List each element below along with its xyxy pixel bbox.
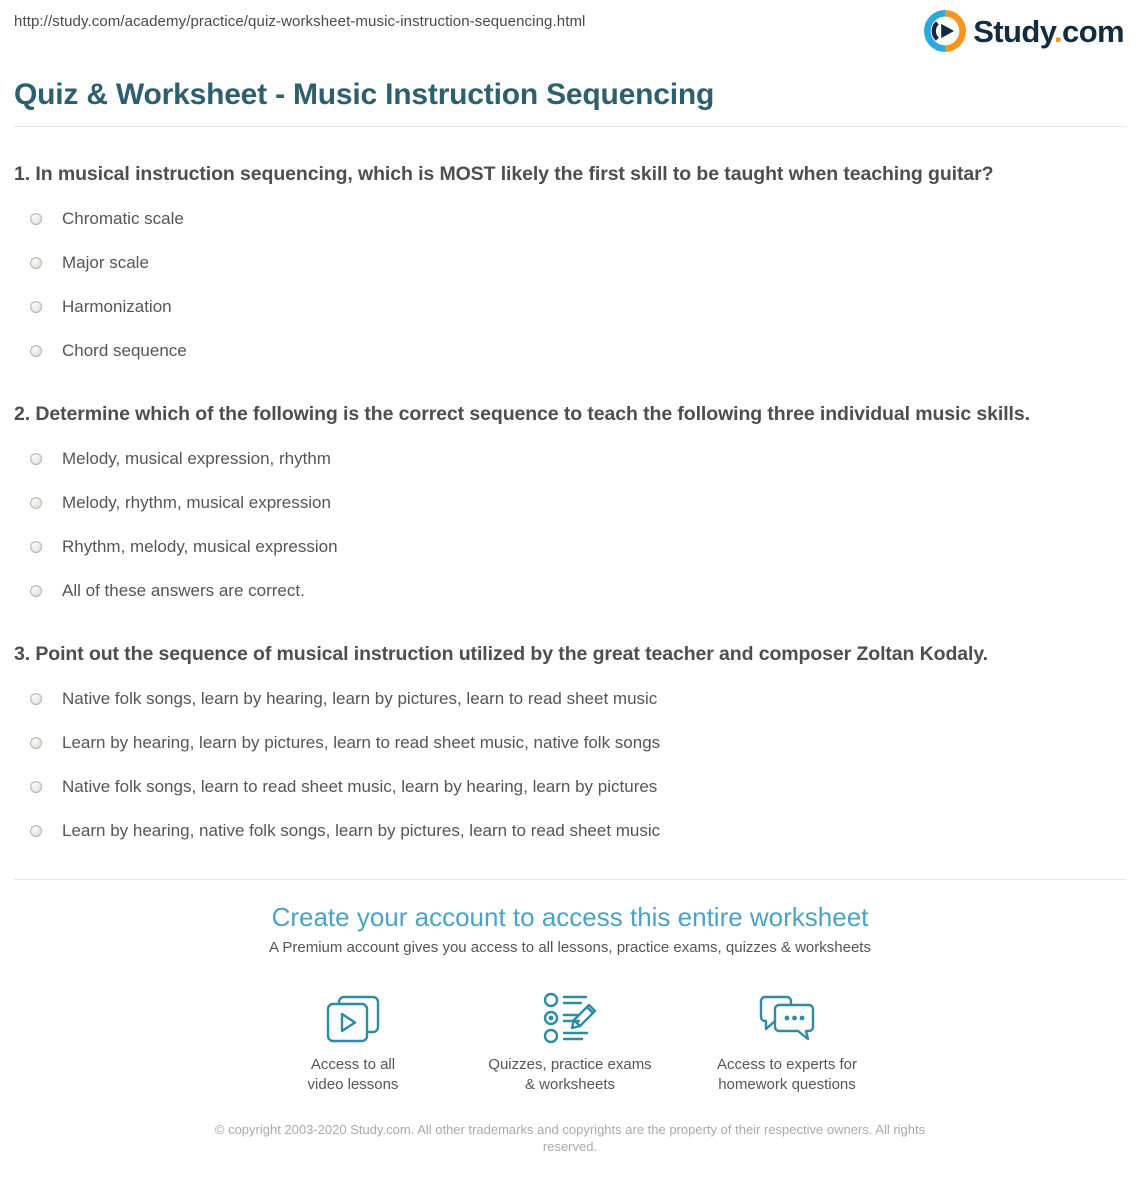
radio-button[interactable] xyxy=(30,257,42,269)
quizzes-worksheets-icon xyxy=(541,993,599,1045)
question-3-option-1[interactable] xyxy=(14,689,1126,709)
expert-chat-icon xyxy=(757,993,817,1045)
feature-quizzes-worksheets xyxy=(462,993,679,1095)
option-label: Harmonization xyxy=(62,297,172,316)
feature-video-lessons xyxy=(245,993,462,1095)
feature-label: Quizzes, practice exams & worksheets xyxy=(488,1056,652,1093)
feature-label: Access to experts for homework questions xyxy=(716,1056,858,1093)
question-2 xyxy=(14,403,1126,601)
feature-label: Access to all video lessons xyxy=(307,1056,399,1093)
copyright-notice: © copyright 2003-2020 Study.com. All other trademarks and copyrights are the property of their respective owners. All rights reserved. xyxy=(214,1122,926,1154)
radio-button[interactable] xyxy=(30,497,42,509)
question-3 xyxy=(14,643,1126,841)
question-1-option-4[interactable] xyxy=(14,341,1126,361)
study-logo-text: Study.com xyxy=(973,13,1124,49)
option-label: Melody, rhythm, musical expression xyxy=(62,493,331,512)
header xyxy=(14,0,1126,52)
title-divider xyxy=(14,126,1126,127)
question-3-title: 3. Point out the sequence of musical instruction utilized by the great teacher and composer Zoltan Kodaly. xyxy=(14,643,988,665)
radio-button[interactable] xyxy=(30,737,42,749)
study-logo[interactable] xyxy=(924,10,1124,52)
logo-dot: . xyxy=(1054,13,1063,49)
question-1-option-1[interactable] xyxy=(14,209,1126,229)
question-2-option-2[interactable] xyxy=(14,493,1126,513)
page-title: Quiz & Worksheet - Music Instruction Sequencing xyxy=(14,78,715,111)
option-label: All of these answers are correct. xyxy=(62,581,305,600)
feature-expert-chat xyxy=(679,993,896,1095)
option-label: Native folk songs, learn by hearing, learn by pictures, learn to read sheet music xyxy=(62,689,658,708)
radio-button[interactable] xyxy=(30,825,42,837)
question-2-option-3[interactable] xyxy=(14,537,1126,557)
question-2-title: 2. Determine which of the following is the correct sequence to teach the following three individual music skills. xyxy=(14,403,1030,425)
page-url: http://study.com/academy/practice/quiz-worksheet-music-instruction-sequencing.html xyxy=(14,13,586,30)
question-1-option-3[interactable] xyxy=(14,297,1126,317)
radio-button[interactable] xyxy=(30,345,42,357)
option-label: Learn by hearing, native folk songs, learn by pictures, learn to read sheet music xyxy=(62,821,661,840)
cta-divider xyxy=(14,879,1126,880)
question-2-option-1[interactable] xyxy=(14,449,1126,469)
question-1-title: 1. In musical instruction sequencing, which is MOST likely the first skill to be taught when teaching guitar? xyxy=(14,163,994,185)
radio-button[interactable] xyxy=(30,541,42,553)
radio-button[interactable] xyxy=(30,693,42,705)
radio-button[interactable] xyxy=(30,781,42,793)
study-logo-icon xyxy=(924,10,966,52)
video-lessons-icon xyxy=(324,993,382,1045)
radio-button[interactable] xyxy=(30,301,42,313)
question-1 xyxy=(14,163,1126,361)
radio-button[interactable] xyxy=(30,585,42,597)
option-label: Chord sequence xyxy=(62,341,187,360)
question-3-option-3[interactable] xyxy=(14,777,1126,797)
radio-button[interactable] xyxy=(30,453,42,465)
cta-subtitle: A Premium account gives you access to all lessons, practice exams, quizzes & worksheets xyxy=(269,939,871,956)
question-1-option-2[interactable] xyxy=(14,253,1126,273)
option-label: Native folk songs, learn to read sheet music, learn by hearing, learn by pictures xyxy=(62,777,658,796)
option-label: Learn by hearing, learn by pictures, learn to read sheet music, native folk songs xyxy=(62,733,661,752)
option-label: Rhythm, melody, musical expression xyxy=(62,537,338,556)
question-2-option-4[interactable] xyxy=(14,581,1126,601)
question-3-option-4[interactable] xyxy=(14,821,1126,841)
option-label: Chromatic scale xyxy=(62,209,184,228)
radio-button[interactable] xyxy=(30,213,42,225)
option-label: Major scale xyxy=(62,253,149,272)
features-row xyxy=(14,993,1126,1095)
cta-title[interactable]: Create your account to access this entire worksheet xyxy=(271,902,869,932)
option-label: Melody, musical expression, rhythm xyxy=(62,449,331,468)
question-3-option-2[interactable] xyxy=(14,733,1126,753)
